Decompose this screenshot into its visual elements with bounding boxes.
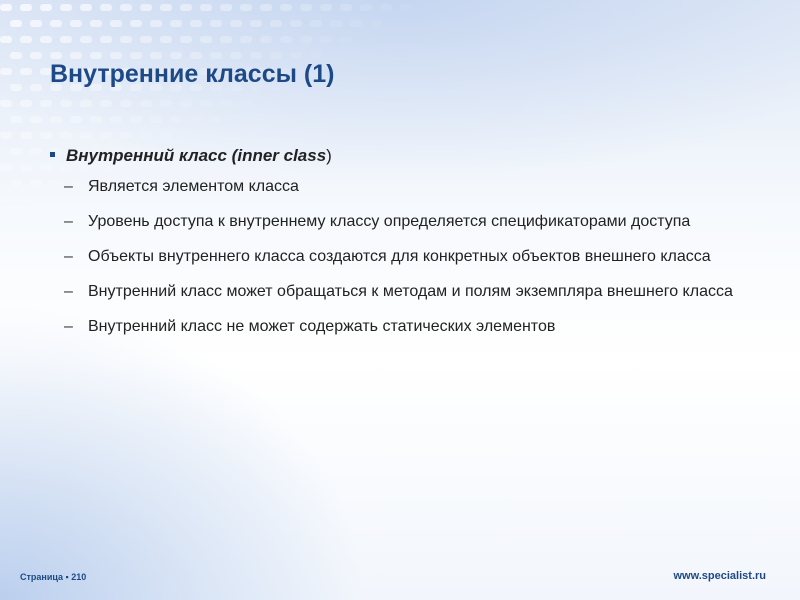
sub-item-text: Уровень доступа к внутреннему классу определяется спецификаторами доступа xyxy=(88,213,691,230)
sub-item-text: Объекты внутреннего класса создаются для конкретных объектов внешнего класса xyxy=(88,248,711,265)
dash-icon: – xyxy=(64,248,73,265)
sub-item-text: Внутренний класс может обращаться к методам и полям экземпляра внешнего класса xyxy=(88,283,733,300)
dash-icon: – xyxy=(64,213,73,230)
main-bullet-term: Внутренний класс (inner class xyxy=(66,146,327,165)
sub-item xyxy=(50,281,770,303)
sub-item-text: Является элементом класса xyxy=(88,178,299,195)
sub-item-text: Внутренний класс не может содержать статических элементов xyxy=(88,318,556,335)
dash-icon: – xyxy=(64,318,73,335)
slide-content xyxy=(50,146,770,351)
sub-item xyxy=(50,316,770,338)
main-bullet-close: ) xyxy=(326,146,332,165)
square-bullet-icon xyxy=(50,152,55,157)
website-link[interactable]: www.specialist.ru xyxy=(673,570,766,582)
main-bullet xyxy=(50,146,770,166)
dash-icon: – xyxy=(64,178,73,195)
sub-item xyxy=(50,246,770,268)
sub-item xyxy=(50,176,770,198)
dash-icon: – xyxy=(64,283,73,300)
slide-title: Внутренние классы (1) xyxy=(50,60,335,88)
sub-item xyxy=(50,211,770,233)
page-number: Страница ▪ 210 xyxy=(20,572,87,582)
